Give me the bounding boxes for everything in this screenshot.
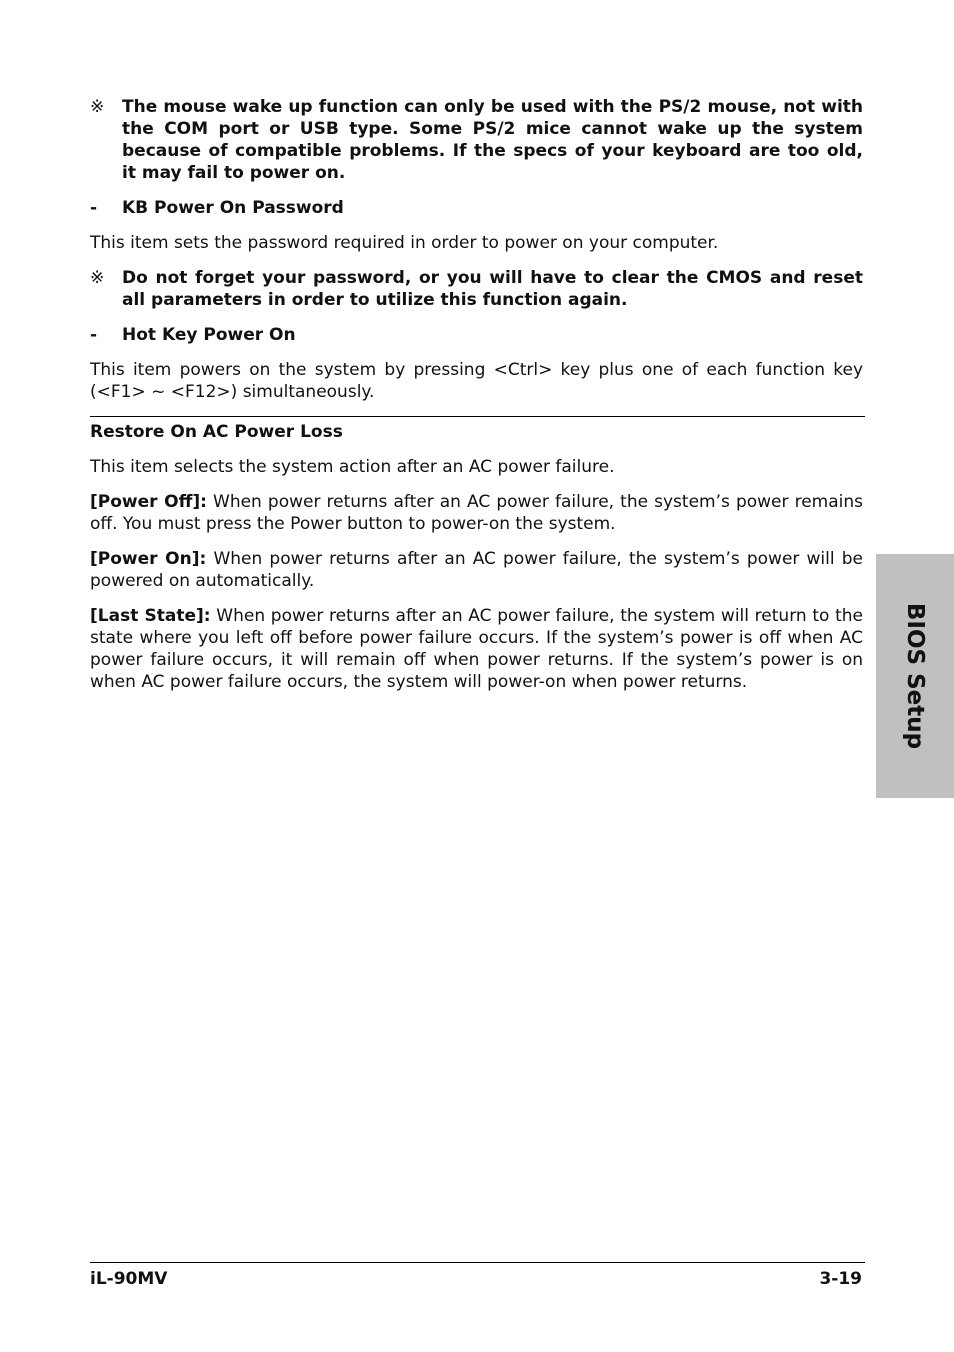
page-content — [90, 96, 863, 706]
chapter-side-tab-label: BIOS Setup — [902, 602, 928, 750]
option-label: [Last State]: — [90, 606, 211, 626]
reference-mark-icon: ※ — [90, 97, 105, 117]
password-warning-text: Do not forget your password, or you will have to clear the CMOS and reset all parameters in order to utilize this function again. — [122, 268, 863, 310]
option-text: When power returns after an AC power failure, the system’s power remains off. You must press the Power button to power-on the system. — [90, 492, 863, 534]
dash-bullet: - — [90, 198, 98, 218]
option-label: [Power On]: — [90, 549, 207, 569]
footer-divider — [90, 1262, 865, 1263]
option-text: When power returns after an AC power failure, the system’s power will be powered on automatically. — [90, 549, 863, 591]
option-label: [Power Off]: — [90, 492, 207, 512]
mouse-wake-note-text: The mouse wake up function can only be used with the PS/2 mouse, not with the COM port or USB type. Some PS/2 mice cannot wake up the system because of compatible problems. If the specs of your keyboard are too old, it may fail to power on. — [122, 97, 863, 183]
mouse-wake-note — [90, 96, 863, 184]
restore-on-ac-power-loss-heading: Restore On AC Power Loss — [90, 422, 343, 442]
reference-mark-icon: ※ — [90, 268, 105, 288]
kb-power-on-password-description: This item sets the password required in order to power on your computer. — [90, 233, 719, 253]
footer-model: iL-90MV — [90, 1269, 168, 1289]
kb-power-on-password-title: KB Power On Password — [122, 198, 344, 218]
option-power-off — [90, 491, 863, 535]
password-warning-note — [90, 267, 863, 311]
kb-power-on-password-heading — [90, 197, 863, 219]
hot-key-power-on-heading — [90, 324, 863, 346]
hot-key-power-on-description: This item powers on the system by pressing <Ctrl> key plus one of each function key (<F1> ~ <F12>) simultaneously. — [90, 360, 863, 402]
dash-bullet: - — [90, 325, 98, 345]
chapter-side-tab — [876, 554, 954, 798]
option-power-on — [90, 548, 863, 592]
section-divider — [90, 416, 865, 417]
hot-key-power-on-title: Hot Key Power On — [122, 325, 296, 345]
option-last-state — [90, 605, 863, 693]
option-text: When power returns after an AC power failure, the system will return to the state where you left off before power failure occurs. If the system’s power is off when AC power failure occurs, it will remain off when power returns. If the system’s power is on when AC power failure occurs, the system will power-on when power returns. — [90, 606, 863, 692]
restore-on-ac-power-loss-description: This item selects the system action after an AC power failure. — [90, 457, 615, 477]
footer-page-number: 3-19 — [819, 1269, 862, 1289]
